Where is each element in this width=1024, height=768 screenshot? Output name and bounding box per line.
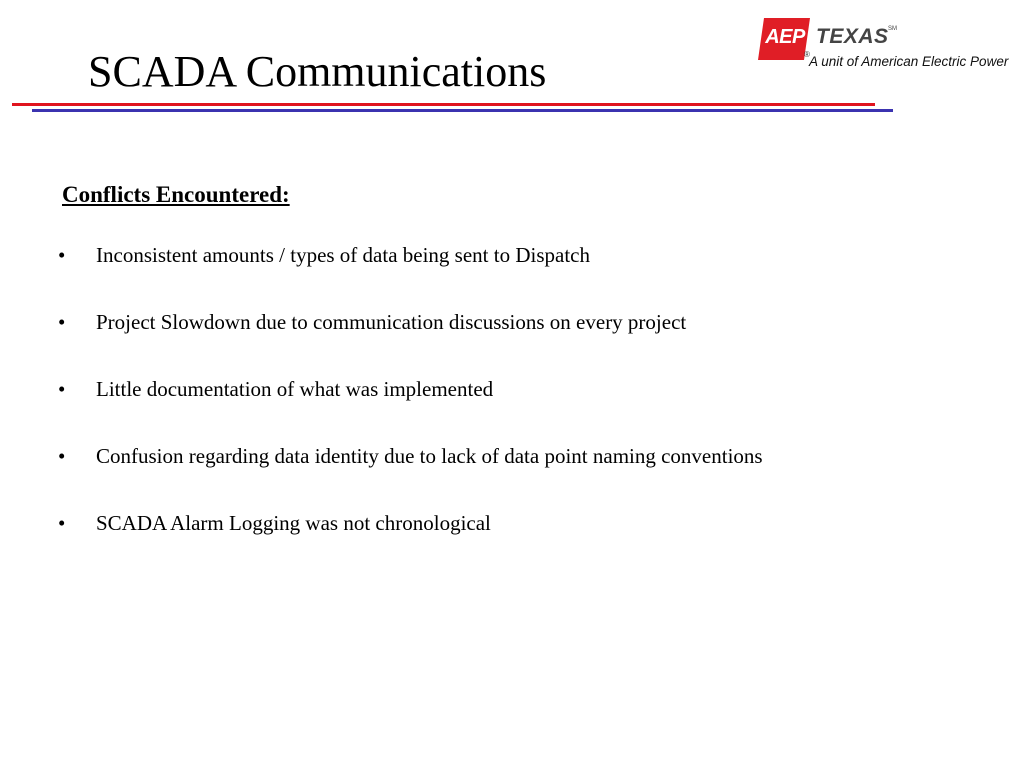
bullet-marker: • [58, 310, 66, 334]
logo-texas-wordmark: TEXAS [816, 25, 889, 48]
aep-texas-logo [758, 16, 1008, 72]
registered-mark: ® [804, 50, 810, 59]
bullet-text: SCADA Alarm Logging was not chronological [96, 511, 491, 535]
bullet-text: Inconsistent amounts / types of data being sent to Dispatch [96, 243, 590, 267]
section-heading: Conflicts Encountered: [62, 182, 290, 207]
title-rule-red [12, 103, 875, 106]
slide-title: SCADA Communications [88, 47, 547, 96]
title-rule-blue [32, 109, 893, 112]
logo-tagline: A unit of American Electric Power [809, 54, 1009, 69]
bullet-text: Project Slowdown due to communication discussions on every project [96, 310, 687, 334]
bullet-marker: • [58, 444, 66, 468]
service-mark: SM [888, 26, 897, 32]
bullet-marker: • [58, 377, 66, 401]
bullet-text: Little documentation of what was implemented [96, 377, 494, 401]
bullet-marker: • [58, 511, 66, 535]
bullet-marker: • [58, 243, 66, 267]
bullet-text: Confusion regarding data identity due to lack of data point naming conventions [96, 444, 763, 468]
aep-logo-letters: AEP [765, 26, 805, 48]
